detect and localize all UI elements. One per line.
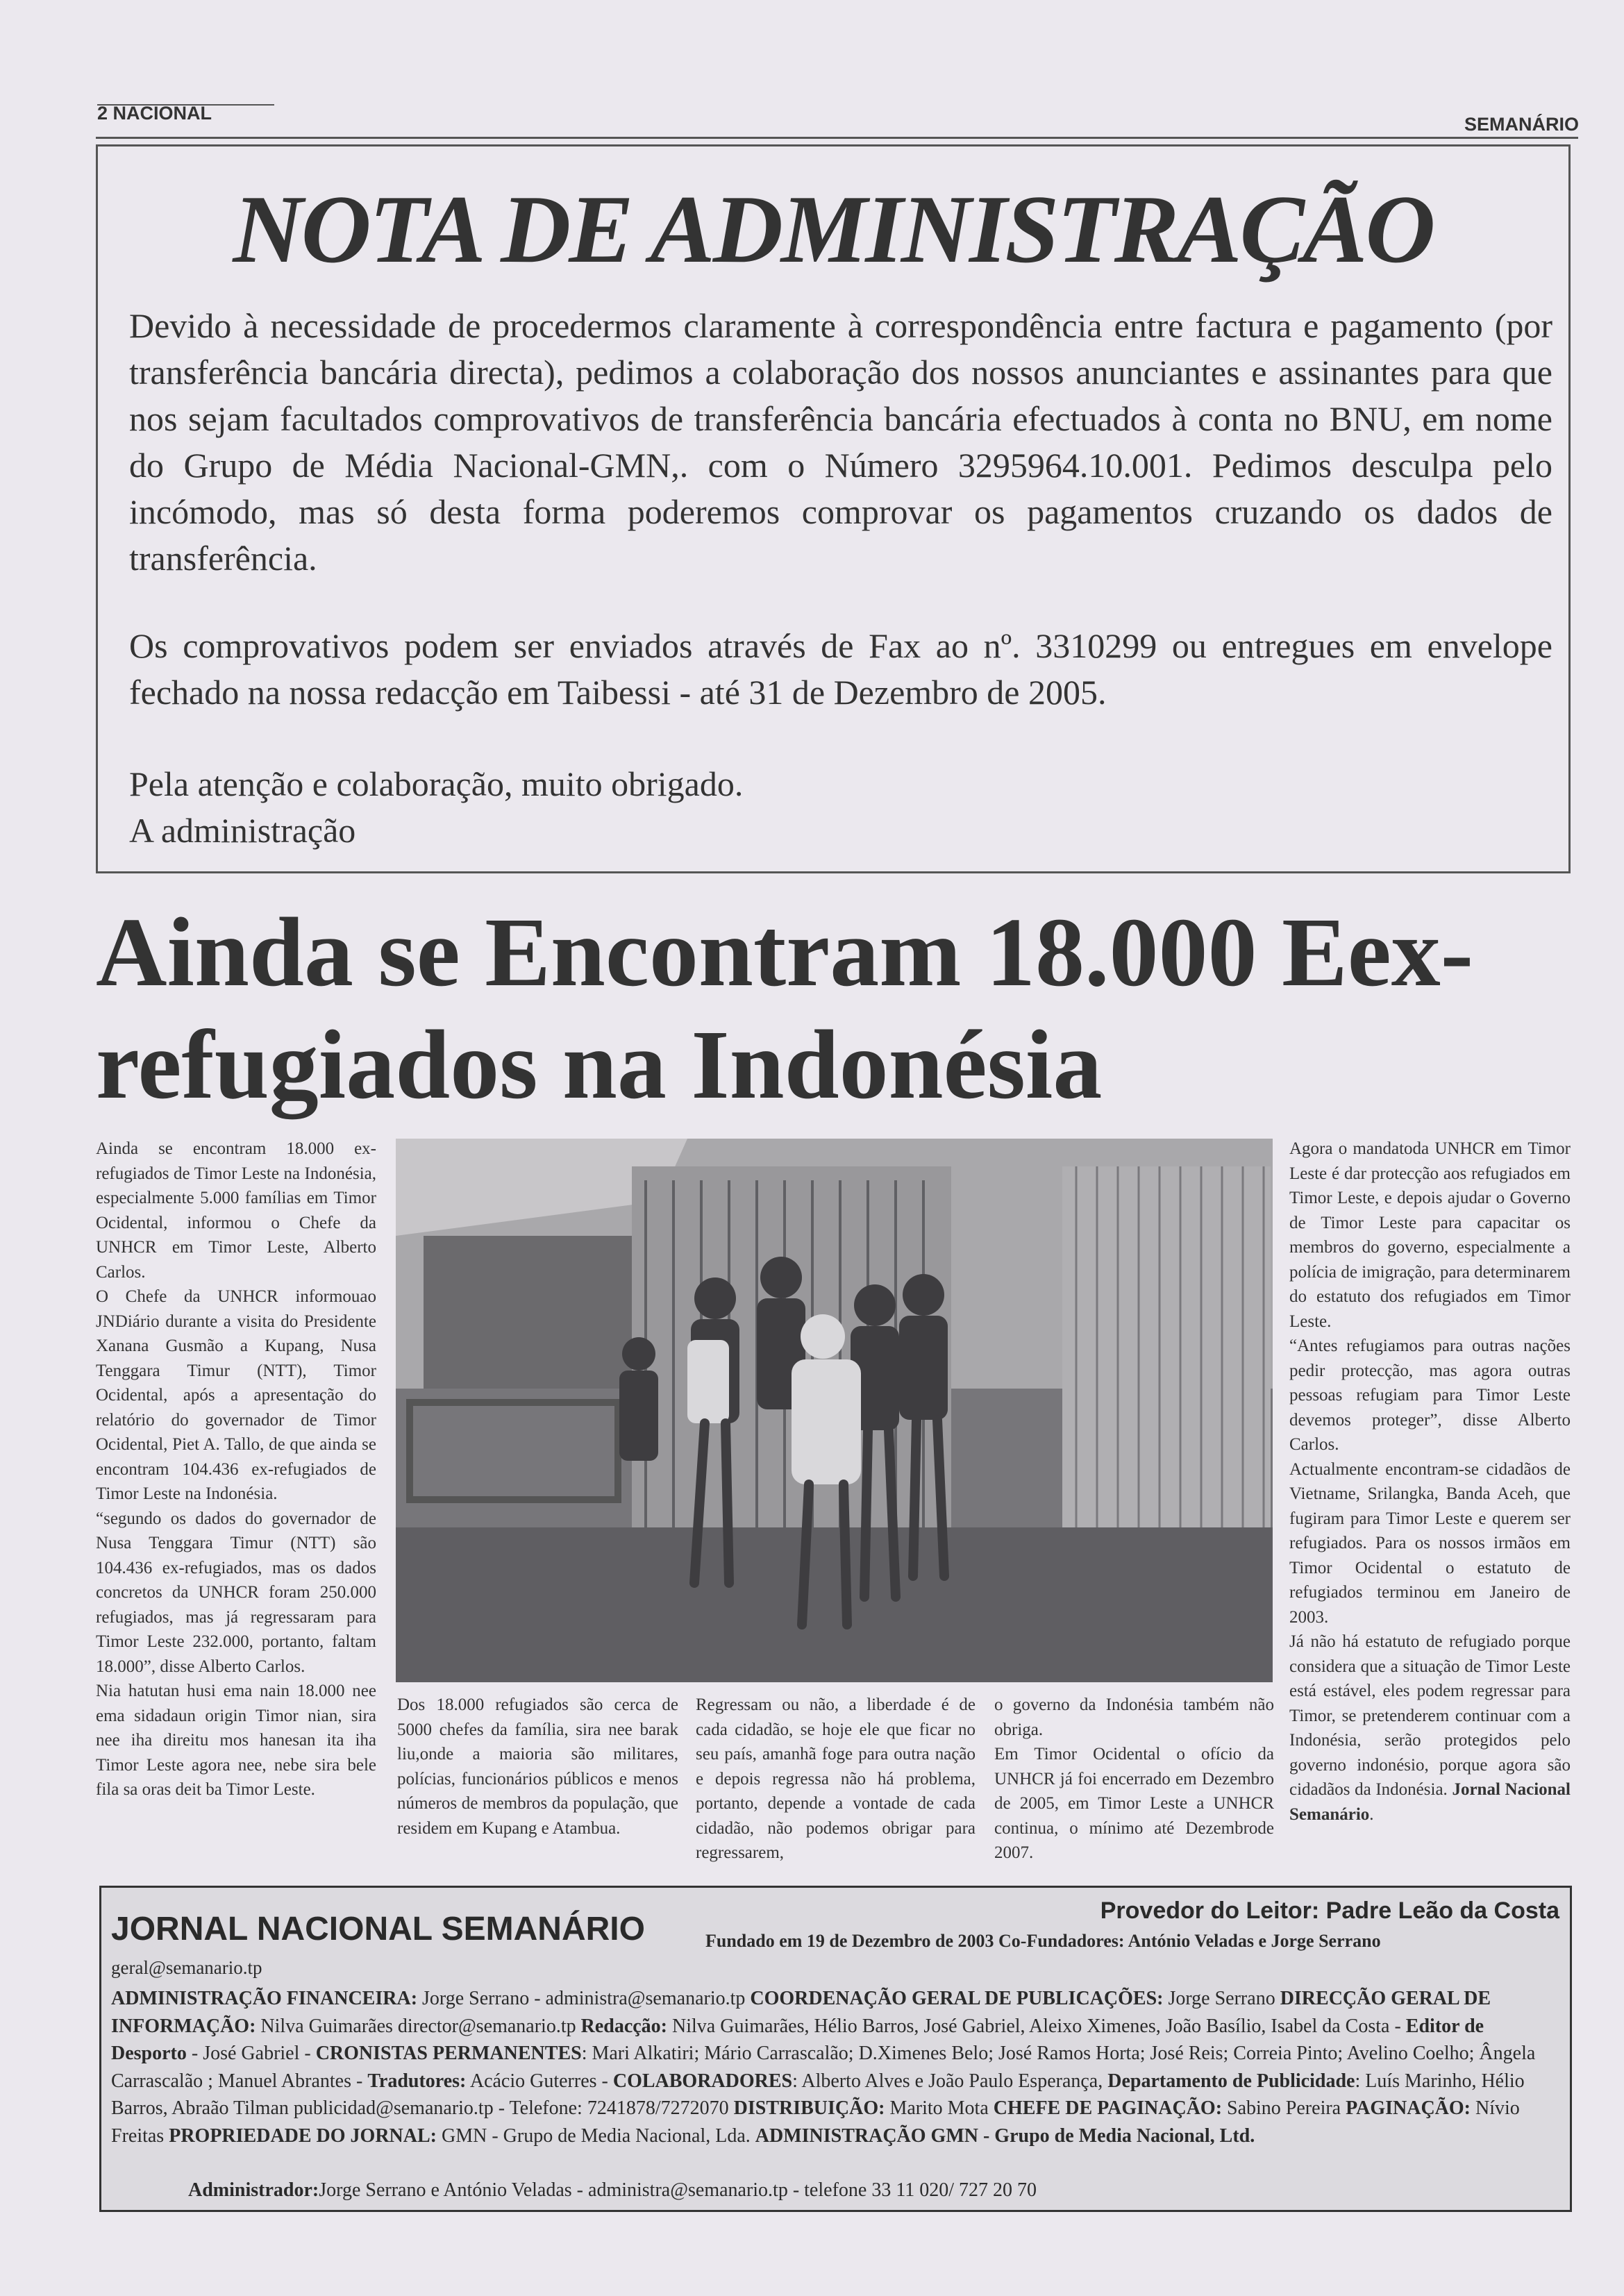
credit-label: ADMINISTRAÇÃO FINANCEIRA: bbox=[111, 1988, 418, 2009]
masthead-provedor: Provedor do Leitor: Padre Leão da Costa bbox=[1100, 1897, 1559, 1924]
credit-label: Tradutores: bbox=[367, 2070, 467, 2092]
article-column: Regressam ou não, a liberdade é de cada cidadão, se hoje ele que ficar no seu país, amanhã foge para outra nação e depois regressa não há problema, portanto, depende a vontade de cada cidadão, não podemos obrigar para regressarem, bbox=[696, 1695, 976, 1862]
byline-end: . bbox=[1369, 1804, 1374, 1824]
notice-paragraph: Os comprovativos podem ser enviados através de Fax ao nº. 3310299 ou entregues em envelope fechado na nossa redacção em Taibessi - até 31 de Dezembro de 2005. bbox=[129, 626, 1552, 712]
masthead-email: geral@semanario.tp bbox=[111, 1957, 262, 1978]
masthead-administrator bbox=[188, 2179, 1037, 2202]
masthead-credits bbox=[111, 1985, 1562, 2150]
credit-label: Editor de Desporto bbox=[111, 2015, 1484, 2064]
article-paragraph: Nia hatutan husi ema nain 18.000 nee ema sidadaun origin Timor nian, sira nee iha direitu mos hanesan ita iha Timor Leste agora nee, nebe sira bele fila sa oras deit ba Timor Leste. bbox=[96, 1682, 376, 1799]
masthead-founded: Fundado em 19 de Dezembro de 2003 Co-Fundadores: António Veladas e Jorge Serrano bbox=[705, 1931, 1381, 1951]
article-byline: Jornal Nacional Semanário bbox=[1289, 1780, 1571, 1824]
credit-label: Redacção: bbox=[580, 2015, 668, 2037]
admin-label: Administrador: bbox=[188, 2179, 319, 2201]
article-headline: Ainda se Encontram 18.000 Eex-refugiados na Indonésia bbox=[96, 897, 1474, 1119]
masthead-title: JORNAL NACIONAL SEMANÁRIO bbox=[111, 1911, 645, 1947]
credit-value: Jorge Serrano bbox=[1163, 1988, 1280, 2009]
credit-value: Sabino Pereira bbox=[1222, 2097, 1346, 2119]
article-paragraph: o governo da Indonésia também não obriga. bbox=[994, 1695, 1274, 1739]
notice-signature: A administração bbox=[129, 811, 356, 850]
credit-label: DISTRIBUIÇÃO: bbox=[733, 2097, 885, 2119]
article-paragraph-text: Já não há estatuto de refugiado porque considera que a situação de Timor Leste está estável, eles podem regressar para Timor, se pretenderem continuar com a Indonésia, serão protegidos pelo governo indonésio, porque agora são cidadãos da Indonésia. bbox=[1289, 1632, 1571, 1799]
credit-label: DIRECÇÃO GERAL DE INFORMAÇÃO: bbox=[111, 1988, 1491, 2037]
credit-label: CHEFE DE PAGINAÇÃO: bbox=[993, 2097, 1223, 2119]
credit-value: : Luís Marinho, Hélio Barros, Abraão Tilman publicidad@semanario.tp - Telefone: 7241878/7272070 bbox=[111, 2070, 1525, 2119]
article-paragraph: “Antes refugiamos para outras nações pedir protecção, mas agora outras pessoas refugiam para Timor Leste devemos proteger”, disse Alberto Carlos. bbox=[1289, 1336, 1571, 1454]
article-paragraph: Ainda se encontram 18.000 ex-refugiados de Timor Leste na Indonésia, especialmente 5.000 famílias em Timor Ocidental, informou o Chefe da UNHCR em Timor Leste, Alberto Carlos. bbox=[96, 1139, 376, 1282]
article-paragraph bbox=[1289, 1629, 1571, 1827]
credit-value: Nilva Guimarães director@semanario.tp bbox=[256, 2015, 581, 2037]
article-column: Dos 18.000 refugiados são cerca de 5000 chefes da família, sira nee barak liu,onde a maioria são militares, polícias, funcionários públicos e menos números de membros da população, que residem em Kupang e Atambua. bbox=[397, 1695, 678, 1838]
article-paragraph: O Chefe da UNHCR informouao JNDiário durante a visita do Presidente Xanana Gusmão a Kupang, Nusa Tenggara Timur (NTT), Timor Ocidental, após a apresentação do relatório do governador de Timor Ocidental, Piet A. Tallo, de que ainda se encontram 104.436 ex-refugiados de Timor Leste na Indonésia. bbox=[96, 1287, 376, 1503]
credit-label: ADMINISTRAÇÃO GMN - Grupo de Media Nacional, Ltd. bbox=[755, 2125, 1255, 2147]
article-paragraph: Actualmente encontram-se cidadãos de Vietname, Srilangka, Banda Aceh, que fugiram para Timor Leste e querem ser refugiados. Para os nossos irmãos em Timor Ocidental o estatuto de refugiados terminou em Janeiro de 2003. bbox=[1289, 1459, 1571, 1627]
credit-label: CRONISTAS PERMANENTES bbox=[315, 2043, 582, 2064]
masthead-box bbox=[99, 1886, 1572, 2212]
credit-value: Nívio Freitas bbox=[111, 2097, 1520, 2147]
section-label: 2 NACIONAL bbox=[97, 103, 212, 124]
credit-label: PROPRIEDADE DO JORNAL: bbox=[169, 2125, 437, 2147]
notice-title: NOTA DE ADMINISTRAÇÃO bbox=[233, 176, 1434, 283]
credit-value: : Mari Alkatiri; Mário Carrascalão; D.Ximenes Belo; José Ramos Horta; José Reis; Correia Pinto; Avelino Coelho; Ângela Carrascalão ; Manuel Abrantes - bbox=[111, 2043, 1536, 2092]
credit-value: Jorge Serrano - administra@semanario.tp bbox=[417, 1988, 751, 2009]
credit-label: PAGINAÇÃO: bbox=[1346, 2097, 1471, 2119]
credit-value: : Alberto Alves e João Paulo Esperança, bbox=[792, 2070, 1108, 2092]
credit-label: COORDENAÇÃO GERAL DE PUBLICAÇÕES: bbox=[750, 1988, 1164, 2009]
admin-value: Jorge Serrano e António Veladas - administra@semanario.tp - telefone 33 11 020/ 727 20 70 bbox=[319, 2179, 1037, 2201]
publication-label: SEMANÁRIO bbox=[1464, 114, 1579, 135]
credit-value: Acácio Guterres - bbox=[466, 2070, 613, 2092]
credit-label: Departamento de Publicidade bbox=[1107, 2070, 1355, 2092]
administration-notice bbox=[96, 144, 1571, 873]
article-column-left bbox=[96, 1137, 376, 1802]
credit-value: GMN - Grupo de Media Nacional, Lda. bbox=[437, 2125, 755, 2147]
article-paragraph: “segundo os dados do governador de Nusa Tenggara Timur (NTT) são 104.436 ex-refugiados, mas os dados concretos da UNHCR foram 250.000 refugiados, mas já regressaram para Timor Leste 232.000, portanto, faltam 18.000”, disse Alberto Carlos. bbox=[96, 1509, 376, 1676]
header-rule bbox=[96, 137, 1578, 139]
notice-closing: Pela atenção e colaboração, muito obrigado. bbox=[129, 764, 744, 803]
article-column-right bbox=[1289, 1137, 1571, 1827]
notice-paragraph: Devido à necessidade de procedermos claramente à correspondência entre factura e pagamento (por transferência bancária directa), pedimos a colaboração dos nossos anunciantes e assinantes para que nos sejam facultados comprovativos de transferência bancária efectuados à conta no BNU, em nome do Grupo de Média Nacional-GMN,. com o Número 3295964.10.001. Pedimos desculpa pelo incómodo, mas só desta forma poderemos comprovar os pagamentos cruzando os dados de transferência. bbox=[129, 306, 1552, 578]
credit-value: - José Gabriel - bbox=[186, 2043, 316, 2064]
article-paragraph: Agora o mandatoda UNHCR em Timor Leste é dar protecção aos refugiados em Timor Leste, e depois ajudar o Governo de Timor Leste para capacitar os membros do governo, especialmente a polícia de imigração, para determinarem do estatuto dos refugiados em Timor Leste. bbox=[1289, 1139, 1571, 1331]
credit-label: COLABORADORES bbox=[612, 2070, 793, 2092]
article-column bbox=[994, 1693, 1274, 1866]
credit-value: Marito Mota bbox=[885, 2097, 994, 2119]
refugee-children-photo bbox=[396, 1139, 1273, 1682]
credit-value: Nilva Guimarães, Hélio Barros, José Gabriel, Aleixo Ximenes, João Basílio, Isabel da Costa - bbox=[667, 2015, 1406, 2037]
article-paragraph: Em Timor Ocidental o ofício da UNHCR já foi encerrado em Dezembro de 2005, em Timor Leste a UNHCR continua, o mínimo até Dezembrode 2007. bbox=[994, 1745, 1274, 1862]
